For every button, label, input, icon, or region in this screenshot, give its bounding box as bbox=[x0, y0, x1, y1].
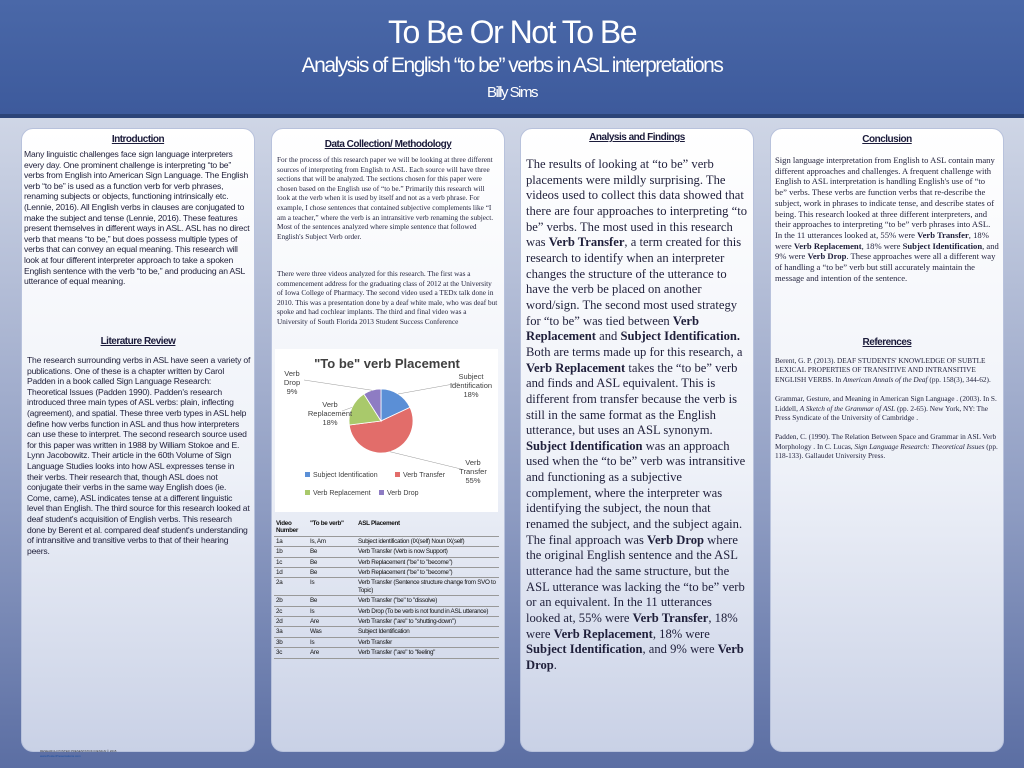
litreview-text: The research surrounding verbs in ASL have seen a variety of publications. One of these is a chapter written by Carol Padden in a book called Sign Language Research: Theoretical Issues (Padden 1990). Padden's research introduced three main types of ASL verbs: plain, inflecting (agreement), and spatial. These three verb types in ASL help define how verbs function in ASL and thus how interpreters can use these to interpret. The second research source used for this paper was written in 1988 by William Stokoe and E. Lynn Jacobowitz. Their article in the 60th Volume of Sign Language Studies looks into how ASL expresses tense in their verbs. Their research that, though ASL does not conjugate their verbs in the same way English does (ie. Come, came), ASL indicates tense at a different linguistic level than English. The third source for this research looked at deaf student's acquisition of English verbs. This research done by Berent et al. compared deaf student's understanding of intransitive and transitive verbs to that of their hearing peers. bbox=[27, 355, 251, 556]
litreview-heading: Literature Review bbox=[100, 336, 176, 347]
table-cell: 2d bbox=[274, 617, 308, 627]
table-cell: Verb Replacement ("be" to "become") bbox=[356, 568, 499, 578]
analysis-panel bbox=[520, 128, 754, 752]
term-subject-identification: Subject Identification bbox=[526, 438, 643, 453]
table-cell: Verb Transfer (Verb is now Support) bbox=[356, 547, 499, 557]
references-heading: References bbox=[862, 337, 912, 348]
conclusion-panel bbox=[770, 128, 1004, 752]
table-cell: Be bbox=[308, 547, 356, 557]
table-cell: Verb Transfer ("are" to "feeling" bbox=[356, 648, 499, 658]
table-cell: Are bbox=[308, 617, 356, 627]
table-cell: Verb Replacement ("be" to "become") bbox=[356, 557, 499, 567]
analysis-sentence: , 18% were bbox=[652, 626, 710, 641]
methods-heading: Data Collection/ Methodology bbox=[324, 139, 452, 150]
analysis-sentence: where the original English sentence and the ASL utterance had the same structure, but the ASL utterance was lacking the “to be” verb or an equivalent. In the 11 utterances looked at, 55% were bbox=[526, 532, 745, 626]
table-cell: 1d bbox=[274, 568, 308, 578]
footer-link[interactable]: www.PosterPresentations.com bbox=[40, 754, 81, 758]
table-cell: Are bbox=[308, 648, 356, 658]
table-cell: Verb Transfer bbox=[356, 637, 499, 647]
term-verb-transfer: Verb Transfer bbox=[548, 235, 625, 250]
intro-text: Many linguistic challenges face sign language interpreters every day. One prominent challenge is interpreting “to be” verbs from English into American Sign Language. The English verb “to be” is used as a function verb for verb phrases, renaming subjects or objects, functioning intrinsically etc. (Lennie, 2016). All English verbs in clauses are conjugated to make the subject and tense (Lennie, 2016). These features present themselves in different ways in ASL. ASL has no direct verb that means “to be,” but does possess multiple types of verbs that can convey an equal meaning. This research will look at four different interpreter approach to take a spoken English sentence with the verb “to be,” and producing an ASL utterance of equal meaning. bbox=[24, 149, 250, 287]
conclusion-sentence: , and 9% were bbox=[775, 240, 999, 262]
table-row bbox=[274, 617, 499, 627]
table-cell: Verb Drop (To be verb is not found in ASL utterance) bbox=[356, 606, 499, 616]
table-header-cell: Video Number bbox=[274, 519, 308, 536]
reference-source: A Sketch of the Grammar of ASL bbox=[799, 403, 896, 413]
legend-label: Subject Identification bbox=[313, 472, 378, 479]
analysis-text bbox=[526, 157, 749, 674]
reference-text: Padden, C. (1990). The Relation Between Space and Grammar in ASL Verb Morphology . In C. Lucas, bbox=[775, 432, 997, 451]
table-row bbox=[274, 637, 499, 647]
pie-chart bbox=[275, 349, 498, 512]
conclusion-text bbox=[775, 155, 999, 283]
reference-item bbox=[775, 394, 999, 422]
legend-swatch bbox=[305, 472, 310, 477]
table-cell: 3a bbox=[274, 627, 308, 637]
methods-paragraph-2: There were three videos analyzed for this research. The first was a commencement address for the graduating class of 2012 at the University of Iowa College of Pharmacy. The second video used a TEDx talk done in 2010. This was a presentation done by a deaf white male, who was deaf but spoke and had cochlear implants. The third and final video was a University of South Florida 2013 Student Success Conference bbox=[277, 269, 498, 326]
reference-source: Sign Language Research: Theoretical Issues bbox=[854, 441, 985, 451]
table-cell: Verb Transfer ("are" to "shutting-down") bbox=[356, 617, 499, 627]
footer-credit: RESEARCH POSTER PRESENTATION DESIGN © 2015 bbox=[40, 749, 117, 753]
table-cell: Verb Transfer (Sentence structure change from SVO to Topic) bbox=[356, 578, 499, 596]
analysis-sentence: , a term created for this research to identify when an interpreter changes the structure of the utterance to have the verb be placed on another word/sign. The second most used strategy for “to be” was tied between bbox=[526, 235, 742, 328]
term-subject-identification: Subject Identification bbox=[526, 642, 643, 657]
analysis-sentence: Both are terms made up for this research, a bbox=[526, 344, 743, 359]
term-verb-drop: Verb Drop bbox=[647, 532, 705, 547]
table-cell: 1c bbox=[274, 557, 308, 567]
pie-chart-svg bbox=[275, 349, 498, 512]
reference-text: (pp. 2-65). New York, NY: The Press Syndicate of the University of Cambridge . bbox=[775, 403, 988, 423]
analysis-sentence: . bbox=[553, 658, 557, 672]
legend-swatch bbox=[305, 490, 310, 495]
analysis-sentence: takes the “to be” verb and finds and ASL equivalent. This is different from transfer because the verb is still in the same format as the English utterance, but uses an ASL synonym. bbox=[526, 360, 738, 438]
term-verb-replacement: Verb Replacement bbox=[526, 360, 626, 375]
reference-text: Berent, G. P. (2013). DEAF STUDENTS' KNOWLEDGE OF SUBTLE LEXICAL PROPERTIES OF TRANSITIVE AND INTRANSITIVE ENGLISH VERBS. In bbox=[775, 356, 986, 384]
table-row bbox=[274, 568, 499, 578]
analysis-sentence: , and 9% were bbox=[642, 642, 718, 657]
table-cell: Be bbox=[308, 568, 356, 578]
table-row bbox=[274, 606, 499, 616]
analysis-sentence: was an approach used when the “to be” verb was intransitive and functioning as a subjective complement, where the interpreter was identifying the subject, the noun that renamed the subject, and the subject again. The final approach was bbox=[526, 438, 746, 547]
table-cell: Is bbox=[308, 578, 356, 596]
term-verb-transfer: Verb Transfer bbox=[917, 229, 969, 240]
legend-label: Verb Replacement bbox=[313, 490, 371, 497]
table-cell: 2a bbox=[274, 578, 308, 596]
term-verb-drop: Verb Drop bbox=[807, 251, 847, 262]
reference-item bbox=[775, 356, 999, 384]
analysis-sentence: The results of looking at “to be” verb placements were mildly surprising. The videos used to collect this data showed that there are four approaches to interpreting “to be” verbs. The most used in this research was bbox=[526, 157, 747, 250]
conclusion-sentence: Sign language interpretation from English to ASL contain many different approaches and challenges. A frequent challenge with English to ASL interpretation is handling English's use of “to be” verbs. These verbs are function verbs that re-describe the subject, work in phrases to indicate tense, and describe states of being. This research looked at three different interpreters, and their approaches to interpreting “to be” verb phrases into ASL. In the 11 utterances looked at, 55% were bbox=[775, 155, 995, 240]
reference-item bbox=[775, 432, 999, 460]
term-verb-replacement: Verb Replacement bbox=[553, 626, 653, 641]
table-cell: Is bbox=[308, 606, 356, 616]
table-header-cell: ASL Placement bbox=[356, 519, 499, 536]
legend-swatch bbox=[395, 472, 400, 477]
table-row bbox=[274, 627, 499, 637]
table-row bbox=[274, 648, 499, 658]
term-subject-identification: Subject Identification bbox=[902, 240, 983, 251]
reference-text: (pp. 158(3), 344-62). bbox=[927, 374, 991, 384]
conclusion-heading: Conclusion bbox=[862, 134, 912, 145]
term-verb-replacement: Verb Replacement bbox=[793, 240, 862, 251]
legend-label: Verb Drop bbox=[387, 490, 419, 497]
table-cell: Was bbox=[308, 627, 356, 637]
table-cell: 3c bbox=[274, 648, 308, 658]
chart-leader-line bbox=[390, 452, 461, 469]
poster-title: To Be Or Not To Be bbox=[387, 14, 637, 50]
table-cell: Verb Transfer ("be" to "dissolve) bbox=[356, 596, 499, 606]
term-subject-identification: Subject Identification. bbox=[620, 329, 741, 344]
reference-source: American Annals of the Deaf bbox=[842, 374, 928, 384]
table-cell: 1b bbox=[274, 547, 308, 557]
table-cell: Be bbox=[308, 596, 356, 606]
conclusion-sentence: , 18% were bbox=[775, 229, 989, 251]
term-verb-transfer: Verb Transfer bbox=[632, 611, 709, 626]
reference-text: Grammar, Gesture, and Meaning in American Sign Language . (2003). In S. Liddell, bbox=[775, 394, 997, 413]
legend-swatch bbox=[379, 490, 384, 495]
table-cell: Subject Identification bbox=[356, 627, 499, 637]
poster-subtitle: Analysis of English “to be” verbs in ASL interpretations bbox=[301, 54, 723, 77]
chart-data-label: Verb Replacement 18% bbox=[307, 400, 353, 427]
table-cell: 2c bbox=[274, 606, 308, 616]
table-row bbox=[274, 536, 499, 546]
table-cell: Is, Am bbox=[308, 536, 356, 546]
intro-panel bbox=[21, 128, 255, 752]
analysis-sentence: , 18% were bbox=[526, 611, 738, 641]
table-row bbox=[274, 578, 499, 596]
chart-leader-line bbox=[304, 380, 372, 390]
chart-title: "To be" verb Placement bbox=[314, 356, 460, 371]
legend-label: Verb Transfer bbox=[403, 472, 446, 479]
references-list bbox=[775, 356, 999, 471]
poster-author: Billy Sims bbox=[486, 84, 537, 101]
conclusion-sentence: , 18% were bbox=[861, 240, 903, 251]
table-cell: Be bbox=[308, 557, 356, 567]
table-cell: 2b bbox=[274, 596, 308, 606]
table-row bbox=[274, 557, 499, 567]
intro-heading: Introduction bbox=[111, 134, 165, 145]
conclusion-sentence: . These approaches were all a different way of handling a “to be” verb but still accurately maintain the message and intention of the sentence. bbox=[775, 251, 996, 283]
term-verb-replacement: Verb Replacement bbox=[526, 313, 699, 344]
reference-text: (pp. 118-133). Gallaudet University Press. bbox=[775, 441, 998, 461]
poster-header bbox=[0, 0, 1024, 118]
table-row bbox=[274, 596, 499, 606]
table-cell: 1a bbox=[274, 536, 308, 546]
analysis-sentence: and bbox=[595, 329, 621, 344]
chart-data-label: Verb Drop 9% bbox=[283, 369, 301, 396]
utterance-table bbox=[274, 519, 499, 659]
chart-data-label: Verb Transfer 55% bbox=[459, 458, 487, 485]
table-cell: Subject identification (IX(self) Noun IX(self) bbox=[356, 536, 499, 546]
table-cell: 3b bbox=[274, 637, 308, 647]
chart-data-label: Subject Identification 18% bbox=[449, 372, 493, 399]
table-cell: Is bbox=[308, 637, 356, 647]
analysis-heading: Analysis and Findings bbox=[589, 132, 685, 143]
methods-paragraph-1: For the process of this research paper we will be looking at three different sources of interpreting from English to ASL. Each source will have three sections that will be analyzed. The sections chosen for this paper were chosen based on the English use of “to be.” Primarily this research will look at the verb when it is used by itself and not as a verb phrase. For example, I chose sentences that contained subjective complements like “I am a teacher,” where the verb is an intransitive verb renaming the subject. Most of the sentences analyzed where simple sentence that followed English's Subject Verb order. bbox=[277, 155, 494, 241]
table-header-cell: "To be verb" bbox=[308, 519, 356, 536]
term-verb-drop: Verb Drop bbox=[526, 642, 744, 672]
table-row bbox=[274, 547, 499, 557]
